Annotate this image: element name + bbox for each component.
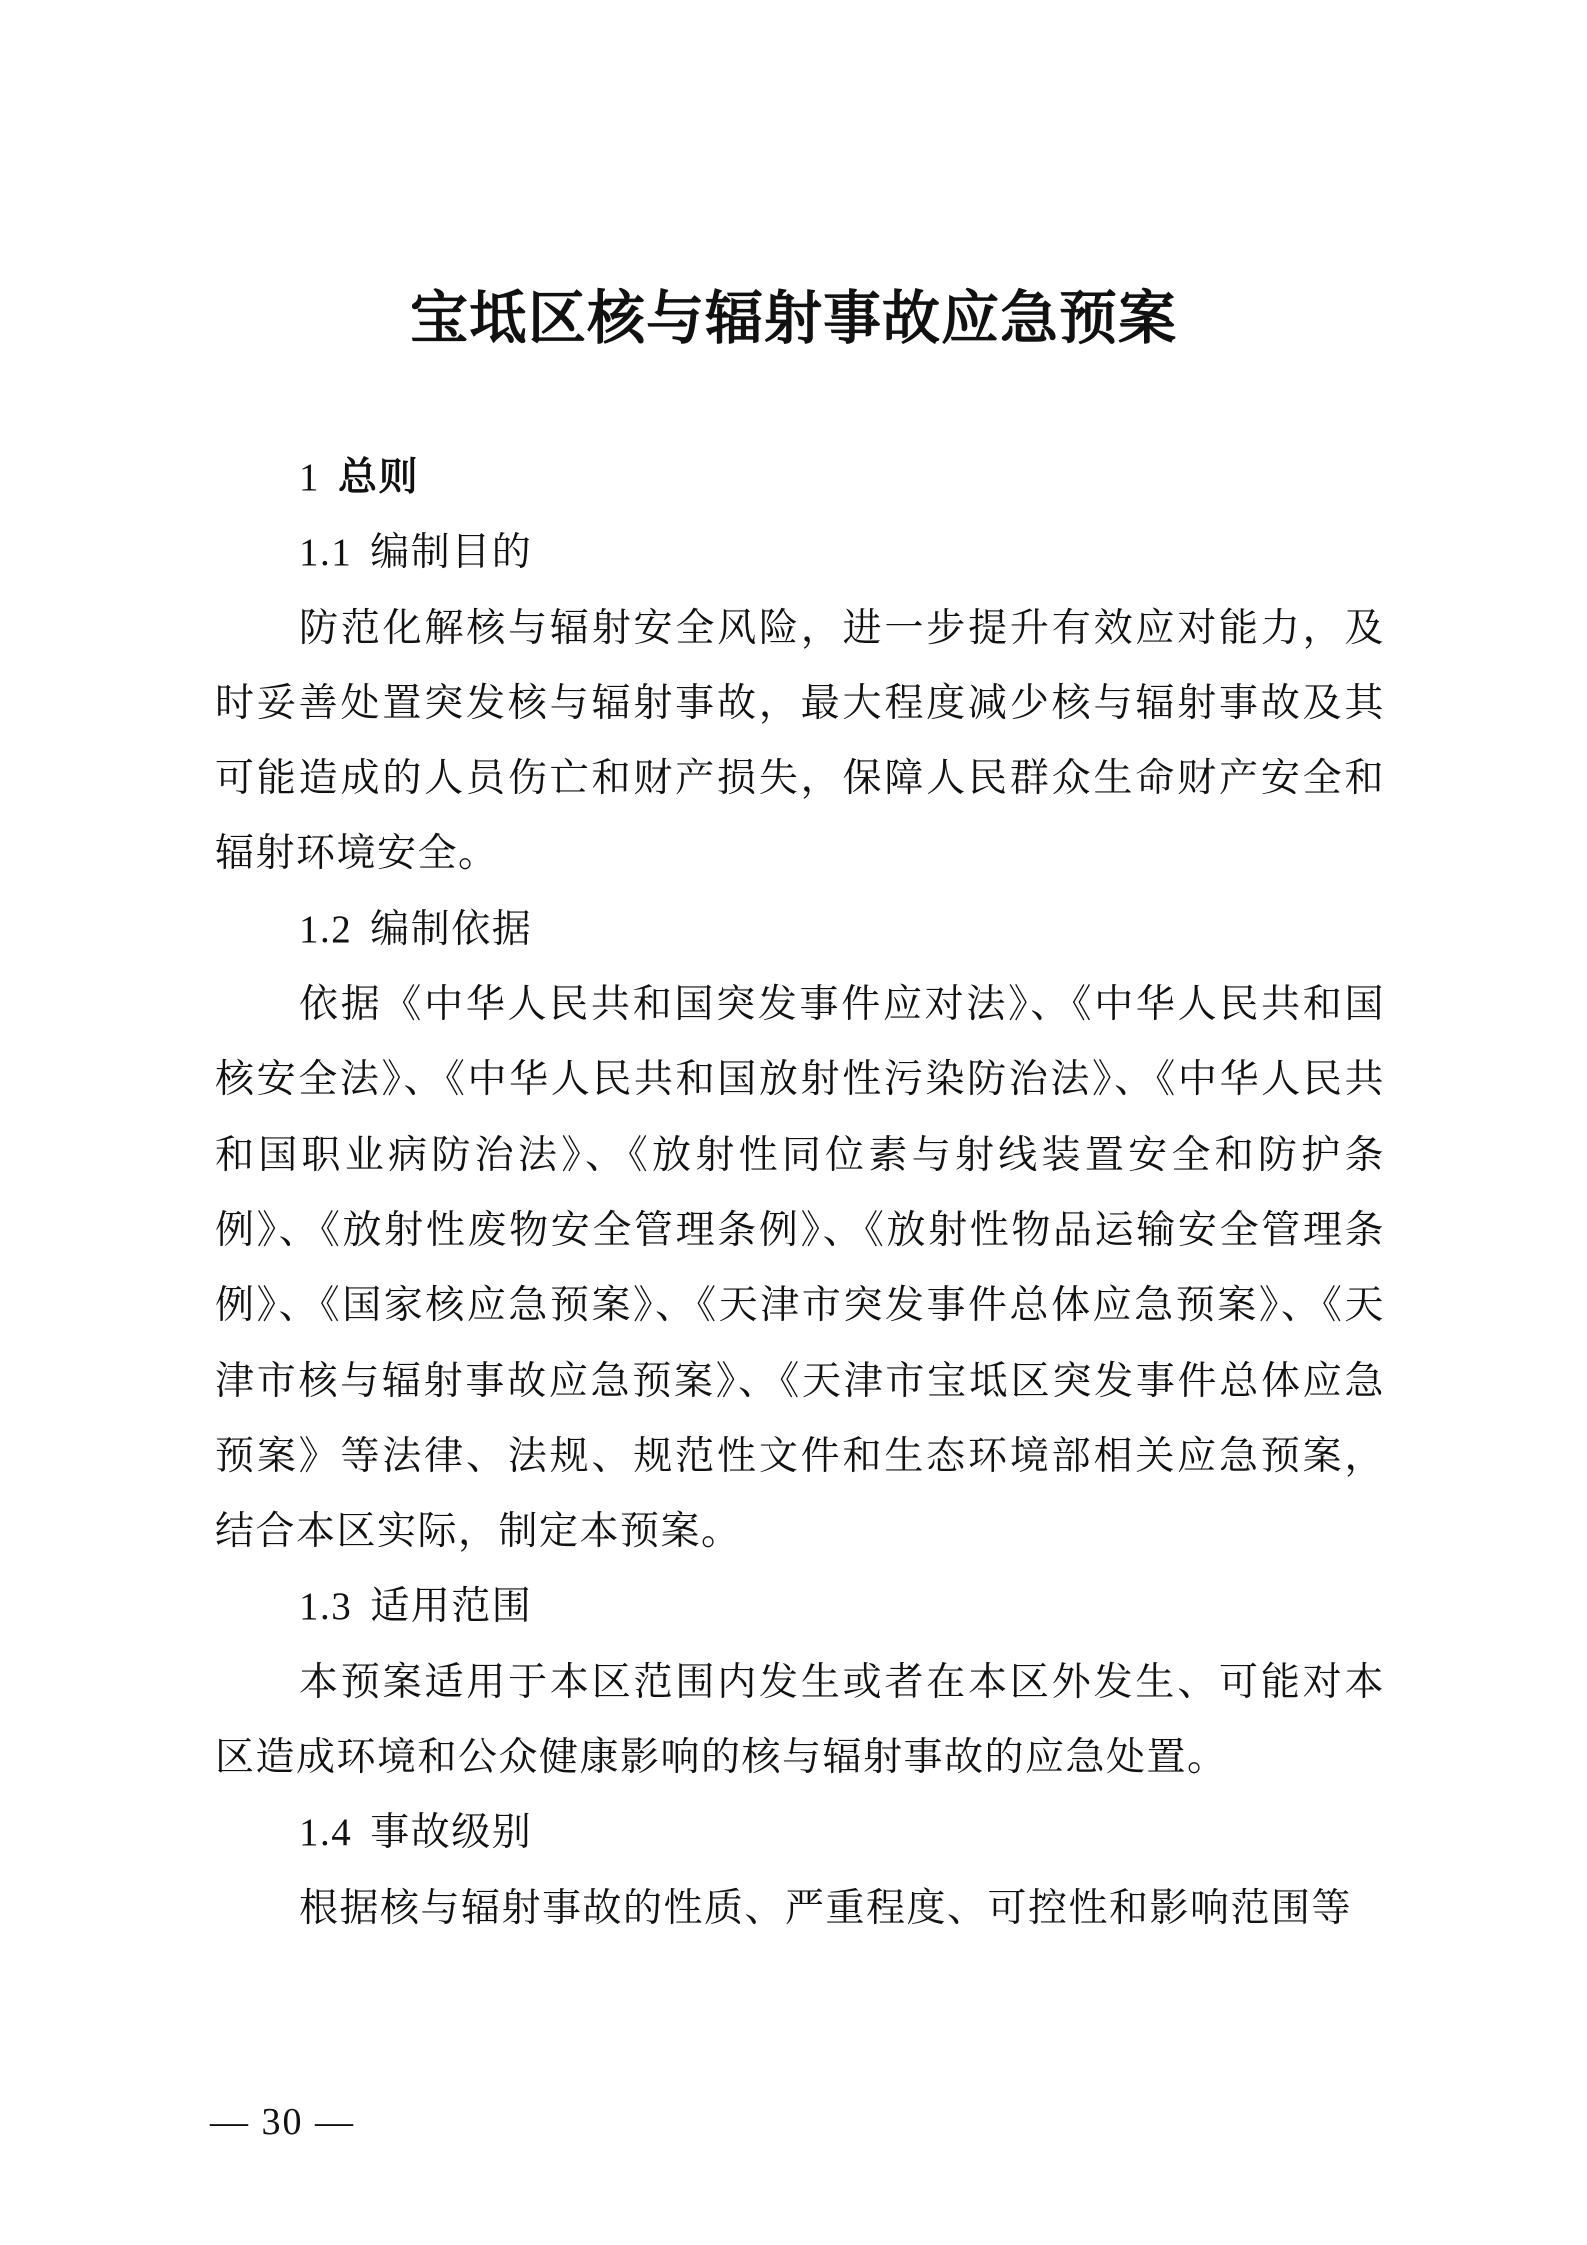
section-heading-1-4 (215, 1795, 1385, 1870)
paragraph-scope: 本预案适用于本区范围内发生或者在本区外发生、可能对本区造成环境和公众健康影响的核与辐射事故的应急处置。 (215, 1659, 1385, 1781)
paragraph-basis: 依据《中华人民共和国突发事件应对法》、《中华人民共和国核安全法》、《中华人民共和国放射性污染防治法》、《中华人民共和国职业病防治法》、《放射性同位素与射线装置安全和防护条例》、《放射性废物安全管理条例》、《放射性物品运输安全管理条例》、《国家核应急预案》、《天津市突发事件总体应急预案》、《天津市核与辐射事故应急预案》、《天津市宝坻区突发事件总体应急预案》等法律、法规、规范性文件和生态环境部相关应急预案，结合本区实际，制定本预案。 (215, 982, 1385, 1555)
section-title: 总则 (338, 455, 420, 500)
document-title: 宝坻区核与辐射事故应急预案 (409, 284, 1177, 352)
page-number: — 30 — (210, 2101, 355, 2143)
section-heading-1-3 (215, 1569, 1385, 1644)
section-title: 事故级别 (370, 1810, 533, 1856)
section-number: 1.4 (299, 1811, 353, 1855)
section-number: 1 (299, 456, 320, 499)
section-heading-1-1 (215, 515, 1385, 590)
document-body (215, 440, 1385, 1946)
section-number: 1.3 (299, 1585, 353, 1629)
section-title: 编制依据 (370, 906, 533, 952)
section-heading-1 (215, 440, 1385, 515)
section-heading-1-2 (215, 892, 1385, 967)
paragraph-purpose: 防范化解核与辐射安全风险，进一步提升有效应对能力，及时妥善处置突发核与辐射事故，最大程度减少核与辐射事故及其可能造成的人员伤亡和财产损失，保障人民群众生命财产安全和辐射环境安全。 (215, 605, 1385, 877)
paragraph-levels: 根据核与辐射事故的性质、严重程度、可控性和影响范围等 (299, 1885, 1353, 1931)
section-number: 1.1 (299, 531, 353, 575)
section-title: 编制目的 (370, 530, 533, 576)
section-title: 适用范围 (370, 1584, 533, 1630)
section-number: 1.2 (299, 907, 353, 951)
